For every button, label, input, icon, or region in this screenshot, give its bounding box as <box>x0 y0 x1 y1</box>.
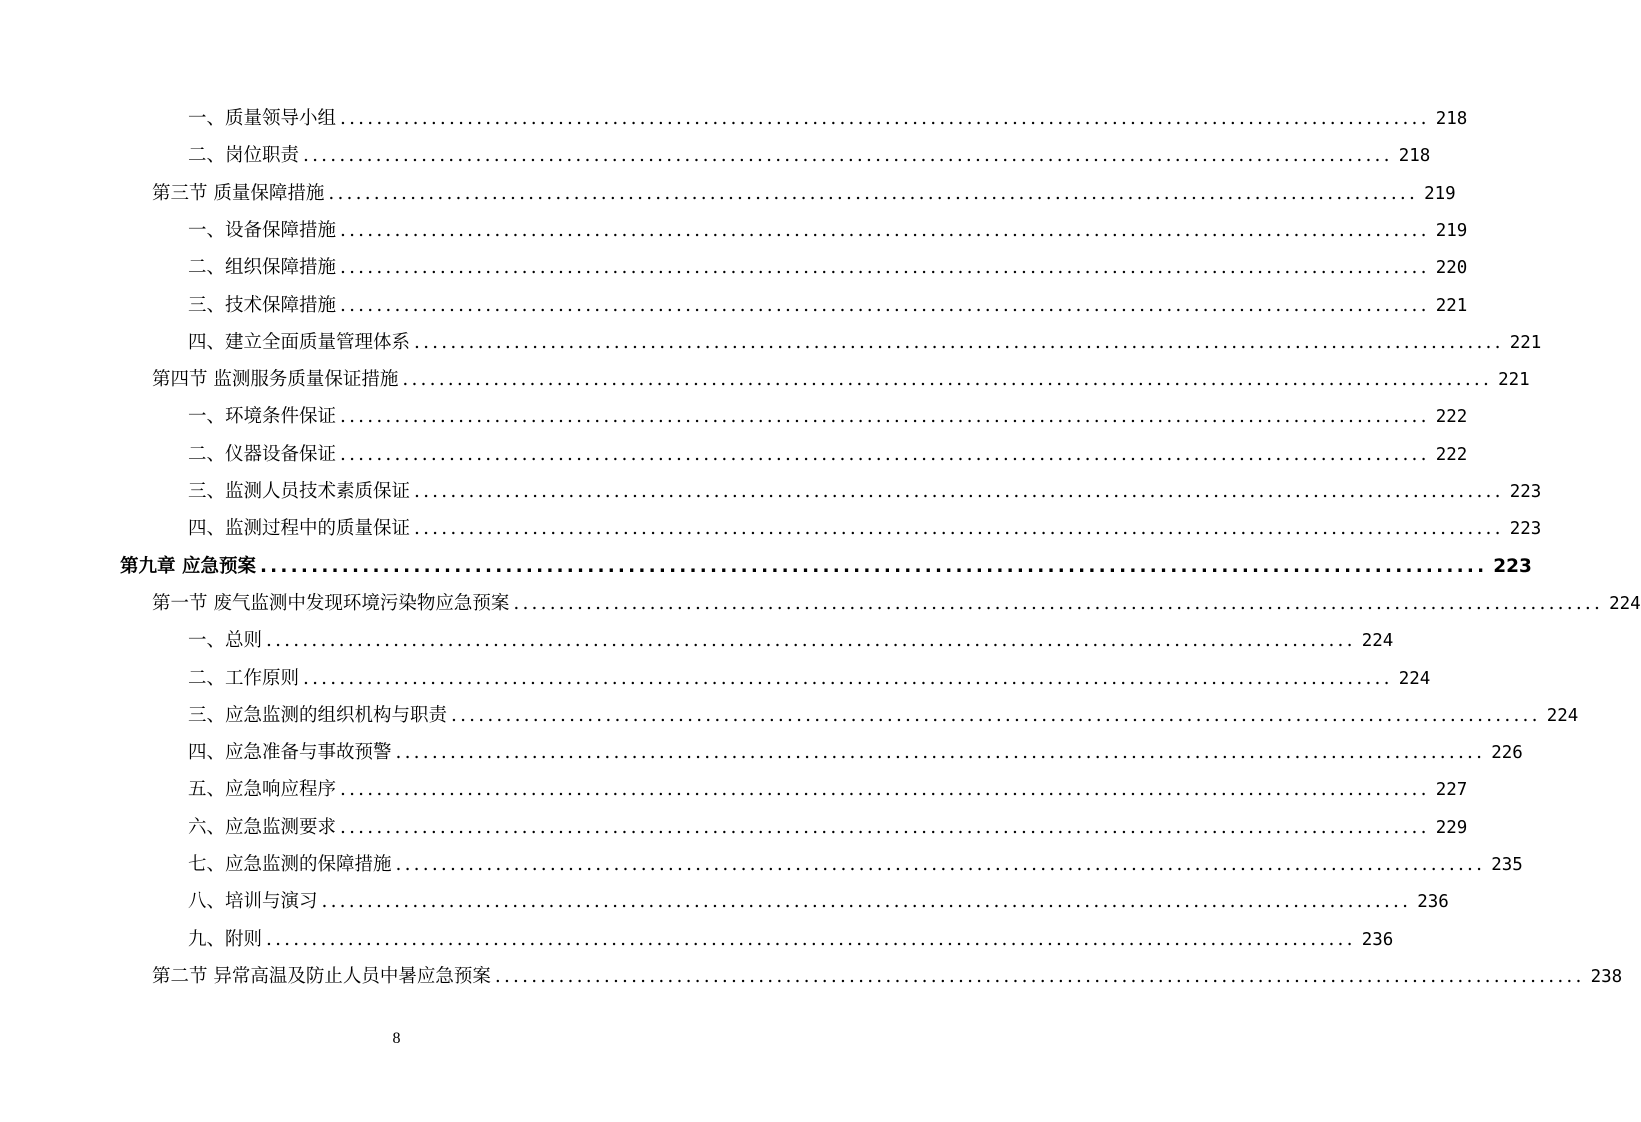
toc-leader-dots: ........................................................................................................................ <box>494 965 1585 987</box>
toc-entry <box>152 361 1530 398</box>
toc-entry-title: 第九章 应急预案 <box>120 555 256 577</box>
toc-leader-dots: ........................................................................................................................ <box>340 816 1430 838</box>
toc-entry-page: 235 <box>1491 855 1523 875</box>
toc-entry-page: 238 <box>1590 966 1623 987</box>
toc-entry-title: 三、应急监测的组织机构与职责 <box>188 704 448 726</box>
toc-entry-page: 221 <box>1509 332 1542 353</box>
toc-entry <box>188 249 1468 286</box>
toc-entry <box>188 771 1468 808</box>
toc-entry <box>152 175 1456 212</box>
toc-entry-title: 第三节 质量保障措施 <box>152 182 325 204</box>
toc-leader-dots: ........................................................................................................................ <box>340 257 1430 279</box>
toc-entry-page: 224 <box>1609 593 1641 614</box>
toc-entry <box>188 212 1468 249</box>
toc-entry <box>188 883 1449 920</box>
toc-entry-page: 223 <box>1509 519 1542 540</box>
toc-leader-dots: ........................................................................................................................ <box>414 518 1504 540</box>
toc-leader-dots: ........................................................................................................................ <box>340 406 1430 428</box>
toc-entry-title: 二、组织保障措施 <box>188 257 337 279</box>
toc-entry-page: 218 <box>1398 146 1431 167</box>
toc-entry <box>188 734 1523 771</box>
toc-entry-title: 一、设备保障措施 <box>188 219 337 241</box>
toc-entry-page: 226 <box>1491 743 1523 764</box>
toc-entry <box>188 697 1579 734</box>
toc-entry <box>188 473 1542 510</box>
toc-entry <box>188 846 1523 883</box>
toc-entry <box>152 585 1641 622</box>
toc-entry-title: 五、应急响应程序 <box>188 779 337 801</box>
toc-entry-title: 二、岗位职责 <box>188 145 300 167</box>
toc-entry <box>188 398 1468 435</box>
toc-entry-title: 一、总则 <box>188 630 263 652</box>
toc-entry-page: 223 <box>1493 555 1532 577</box>
toc-entry <box>120 548 1532 585</box>
toc-leader-dots: ........................................................................................................................ <box>402 369 1493 391</box>
toc-entry-page: 236 <box>1361 929 1394 950</box>
toc-entry-page: 219 <box>1435 220 1468 241</box>
toc-entry <box>188 137 1431 174</box>
toc-entry-title: 二、工作原则 <box>188 667 300 689</box>
toc-entry-title: 四、监测过程中的质量保证 <box>188 518 411 540</box>
toc-entry-page: 223 <box>1509 482 1542 502</box>
toc-entry-page: 221 <box>1435 295 1468 316</box>
toc-leader-dots: ........................................................................................................................ <box>340 779 1430 801</box>
toc-entry-title: 七、应急监测的保障措施 <box>188 854 392 875</box>
toc-entry <box>188 921 1394 958</box>
toc-entry-title: 六、应急监测要求 <box>188 816 337 838</box>
toc-entry-page: 224 <box>1398 668 1431 689</box>
toc-entry-title: 第二节 异常高温及防止人员中暑应急预案 <box>152 965 491 987</box>
toc-entry-title: 三、技术保障措施 <box>188 294 337 316</box>
toc-entry-page: 229 <box>1435 817 1468 838</box>
toc-entry-page: 224 <box>1546 705 1579 726</box>
toc-entry-title: 一、质量领导小组 <box>188 108 337 129</box>
toc-entry-title: 三、监测人员技术素质保证 <box>188 481 411 502</box>
toc-entry-page: 227 <box>1435 780 1468 801</box>
toc-leader-dots: ........................................................................................................................ <box>340 219 1430 241</box>
toc-entry-title: 二、仪器设备保证 <box>188 443 337 465</box>
toc-entry <box>188 100 1468 137</box>
toc-entry-page: 219 <box>1424 183 1456 204</box>
toc-leader-dots: ........................................................................................................................ <box>340 108 1430 129</box>
toc-entry <box>188 660 1431 697</box>
toc-entry <box>188 324 1542 361</box>
toc-leader-dots: ........................................................................................................................ <box>451 704 1541 726</box>
toc-leader-dots: ........................................................................................................................ <box>259 555 1488 577</box>
toc-leader-dots: ........................................................................................................................ <box>328 182 1419 204</box>
toc-leader-dots: ........................................................................................................................ <box>395 742 1486 764</box>
toc-entry-page: 221 <box>1498 370 1530 391</box>
toc-leader-dots: ........................................................................................................................ <box>266 928 1356 950</box>
toc-leader-dots: ........................................................................................................................ <box>395 854 1486 875</box>
toc-leader-dots: ........................................................................................................................ <box>303 667 1393 689</box>
toc-leader-dots: ........................................................................................................................ <box>266 630 1356 652</box>
toc-leader-dots: ........................................................................................................................ <box>414 331 1504 353</box>
toc-leader-dots: ........................................................................................................................ <box>340 443 1430 465</box>
toc-entry <box>152 958 1623 995</box>
toc-entry-page: 236 <box>1417 892 1449 913</box>
toc-entry-title: 八、培训与演习 <box>188 891 318 913</box>
toc-entry-page: 222 <box>1435 407 1468 428</box>
toc-entry-page: 220 <box>1435 258 1468 279</box>
toc-entry-title: 第一节 废气监测中发现环境污染物应急预案 <box>152 592 510 614</box>
toc-leader-dots: ........................................................................................................................ <box>321 891 1412 913</box>
toc-entry <box>188 622 1394 659</box>
toc-entry <box>188 510 1542 547</box>
toc-leader-dots: ........................................................................................................................ <box>340 294 1430 316</box>
toc-entry <box>188 436 1468 473</box>
toc-leader-dots: ........................................................................................................................ <box>303 145 1393 167</box>
toc-leader-dots: ........................................................................................................................ <box>513 592 1604 614</box>
toc-entry-title: 四、应急准备与事故预警 <box>188 742 392 764</box>
toc-entry-page: 218 <box>1435 109 1468 129</box>
toc-entry <box>188 809 1468 846</box>
page-number: 8 <box>392 1030 401 1047</box>
toc-entry-title: 四、建立全面质量管理体系 <box>188 331 411 353</box>
toc-leader-dots: ........................................................................................................................ <box>414 481 1504 502</box>
toc-entry-page: 222 <box>1435 444 1468 465</box>
toc-entry-title: 九、附则 <box>188 928 263 950</box>
toc-entry-title: 一、环境条件保证 <box>188 406 337 428</box>
toc-entry-title: 第四节 监测服务质量保证措施 <box>152 369 399 391</box>
toc-entry-page: 224 <box>1361 631 1394 652</box>
toc-entry <box>188 287 1468 324</box>
